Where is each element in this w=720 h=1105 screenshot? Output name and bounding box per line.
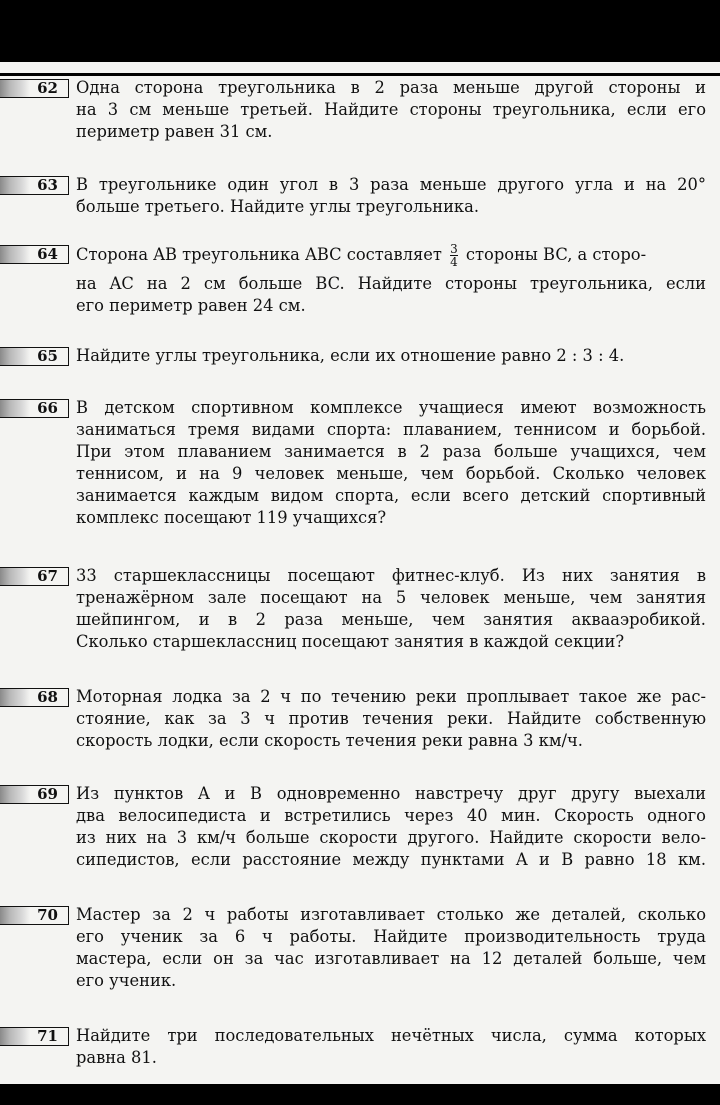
problem-text-line: его ученик за 6 ч работы. Найдите производительность труда: [76, 927, 706, 946]
problem-text-line: на AC на 2 см больше BC. Найдите стороны треугольника, если: [76, 274, 706, 293]
fraction-denominator: 4: [450, 255, 458, 269]
problem-text-line: на 3 см меньше третьей. Найдите стороны треугольника, если его: [76, 100, 706, 119]
problem-text-line: 33 старшеклассницы посещают фитнес-клуб. Из них занятия в: [76, 566, 706, 585]
text-segment: стороны BC, а сторо-: [465, 245, 647, 264]
problem-text-line: больше третьего. Найдите углы треугольника.: [76, 197, 479, 216]
problem-number: 64: [0, 245, 69, 264]
problem-text-line: [76, 243, 706, 271]
problem-text-line: Одна сторона треугольника в 2 раза меньше другой стороны и: [76, 78, 706, 97]
problem-text-line: Найдите углы треугольника, если их отношение равно 2 : 3 : 4.: [76, 346, 625, 365]
problem-text-line: заниматься тремя видами спорта: плаванием, теннисом и борьбой.: [76, 420, 706, 439]
problem-text-line: Моторная лодка за 2 ч по течению реки проплывает такое же рас-: [76, 687, 706, 706]
problem-number: 66: [0, 399, 69, 418]
fraction: [450, 243, 458, 268]
problem-text-line: два велосипедиста и встретились через 40 мин. Скорость одного: [76, 806, 706, 825]
problem-text-line: В треугольнике один угол в 3 раза меньше другого угла и на 20°: [76, 175, 706, 194]
problem-text-line: Из пунктов A и B одновременно навстречу друг другу выехали: [76, 784, 706, 803]
problem-text-line: стояние, как за 3 ч против течения реки. Найдите собственную: [76, 709, 706, 728]
problem-number: 69: [0, 785, 69, 804]
text-segment: Сторона AB треугольника ABC составляет: [76, 245, 442, 264]
problem-text-line: сипедистов, если расстояние между пунктами A и B равно 18 км.: [76, 850, 706, 869]
problem-text-line: Мастер за 2 ч работы изготавливает столько же деталей, сколько: [76, 905, 706, 924]
problem-text-line: его периметр равен 24 см.: [76, 296, 306, 315]
problem-number: 67: [0, 567, 69, 586]
top-rule: [0, 73, 720, 76]
textbook-page: [0, 62, 720, 1084]
problem-number: 62: [0, 79, 69, 98]
problem-text-line: занимается каждым видом спорта, если всего детский спортивный: [76, 486, 706, 505]
problem-text-line: В детском спортивном комплексе учащиеся имеют возможность: [76, 398, 706, 417]
problem-text-line: шейпингом, и в 2 раза меньше, чем занятия аквааэробикой.: [76, 610, 706, 629]
problem-text-line: При этом плаванием занимается в 2 раза больше учащихся, чем: [76, 442, 706, 461]
problem-number: 71: [0, 1027, 69, 1046]
fraction-numerator: 3: [450, 243, 458, 256]
problem-text-line: Найдите три последовательных нечётных числа, сумма которых: [76, 1026, 706, 1045]
problem-text-line: равна 81.: [76, 1048, 157, 1067]
problem-number: 65: [0, 347, 69, 366]
problem-text-line: мастера, если он за час изготавливает на 12 деталей больше, чем: [76, 949, 706, 968]
problem-text-line: периметр равен 31 см.: [76, 122, 273, 141]
problem-text-line: скорость лодки, если скорость течения реки равна 3 км/ч.: [76, 731, 583, 750]
problem-number: 63: [0, 176, 69, 195]
problem-text-line: теннисом, и на 9 человек меньше, чем борьбой. Сколько человек: [76, 464, 706, 483]
problem-text-line: Сколько старшеклассниц посещают занятия в каждой секции?: [76, 632, 625, 651]
problem-text-line: тренажёрном зале посещают на 5 человек меньше, чем занятия: [76, 588, 706, 607]
problem-text-line: из них на 3 км/ч больше скорости другого. Найдите скорости вело-: [76, 828, 706, 847]
problem-number: 68: [0, 688, 69, 707]
problem-text-line: его ученик.: [76, 971, 177, 990]
problem-text-line: комплекс посещают 119 учащихся?: [76, 508, 387, 527]
problem-number: 70: [0, 906, 69, 925]
